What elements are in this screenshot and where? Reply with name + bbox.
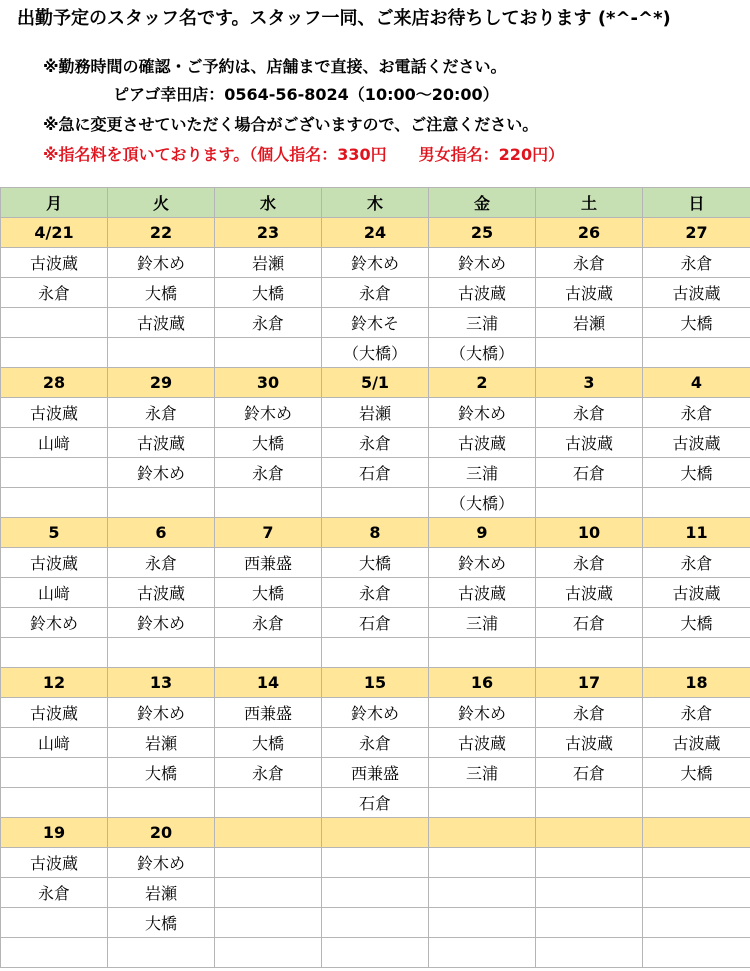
weekday-header-row xyxy=(1,188,750,218)
staff-cell-thu xyxy=(322,878,429,908)
staff-cell-mon: 永倉 xyxy=(1,278,108,308)
staff-cell-thu: 鈴木め xyxy=(322,698,429,728)
staff-row xyxy=(1,428,750,458)
date-cell-mon: 12 xyxy=(1,668,108,698)
date-cell-sat: 3 xyxy=(536,368,643,398)
staff-cell-wed xyxy=(215,788,322,818)
date-cell-mon: 5 xyxy=(1,518,108,548)
staff-cell-thu: （大橋） xyxy=(322,338,429,368)
staff-cell-sun: 永倉 xyxy=(643,548,750,578)
staff-cell-tue: 大橋 xyxy=(108,278,215,308)
staff-row xyxy=(1,788,750,818)
staff-cell-tue: 鈴木め xyxy=(108,848,215,878)
staff-cell-fri: 古波蔵 xyxy=(429,428,536,458)
staff-cell-sun: 古波蔵 xyxy=(643,278,750,308)
staff-cell-thu xyxy=(322,488,429,518)
staff-cell-thu: 石倉 xyxy=(322,608,429,638)
staff-cell-thu: 永倉 xyxy=(322,728,429,758)
staff-cell-tue: 古波蔵 xyxy=(108,428,215,458)
staff-cell-tue: 岩瀬 xyxy=(108,728,215,758)
staff-cell-thu: 永倉 xyxy=(322,428,429,458)
staff-row xyxy=(1,728,750,758)
date-cell-wed: 14 xyxy=(215,668,322,698)
staff-cell-sat: 古波蔵 xyxy=(536,728,643,758)
store-info: ピアゴ幸田店：0564-56-8024（10:00〜20:00） xyxy=(113,85,499,104)
staff-cell-mon: 山﨑 xyxy=(1,728,108,758)
staff-cell-mon xyxy=(1,638,108,668)
staff-cell-tue xyxy=(108,338,215,368)
date-cell-thu: 15 xyxy=(322,668,429,698)
note-confirm: ※勤務時間の確認・ご予約は、店舗まで直接、お電話ください。 xyxy=(43,57,507,76)
staff-cell-sat: 石倉 xyxy=(536,758,643,788)
date-cell-sun: 4 xyxy=(643,368,750,398)
staff-cell-sun xyxy=(643,848,750,878)
staff-row xyxy=(1,578,750,608)
staff-cell-mon xyxy=(1,488,108,518)
staff-cell-sat xyxy=(536,848,643,878)
staff-row xyxy=(1,398,750,428)
date-cell-tue: 20 xyxy=(108,818,215,848)
week-date-row xyxy=(1,518,750,548)
staff-cell-tue xyxy=(108,938,215,968)
staff-cell-fri: 三浦 xyxy=(429,458,536,488)
staff-cell-mon: 山﨑 xyxy=(1,428,108,458)
staff-cell-fri: 鈴木め xyxy=(429,248,536,278)
week-date-row xyxy=(1,368,750,398)
staff-cell-mon: 古波蔵 xyxy=(1,548,108,578)
staff-row xyxy=(1,758,750,788)
staff-cell-sun: 古波蔵 xyxy=(643,428,750,458)
staff-row xyxy=(1,638,750,668)
weekday-sat: 土 xyxy=(536,188,643,218)
date-cell-thu: 8 xyxy=(322,518,429,548)
staff-cell-sun xyxy=(643,938,750,968)
staff-cell-fri: 古波蔵 xyxy=(429,278,536,308)
staff-cell-thu: 岩瀬 xyxy=(322,398,429,428)
staff-cell-tue xyxy=(108,488,215,518)
staff-cell-wed: 西兼盛 xyxy=(215,548,322,578)
staff-cell-wed xyxy=(215,488,322,518)
weekday-thu: 木 xyxy=(322,188,429,218)
staff-cell-mon xyxy=(1,338,108,368)
staff-cell-sun: 古波蔵 xyxy=(643,728,750,758)
date-cell-mon: 28 xyxy=(1,368,108,398)
week-date-row xyxy=(1,218,750,248)
staff-cell-fri xyxy=(429,848,536,878)
staff-cell-sat: 古波蔵 xyxy=(536,578,643,608)
week-date-row xyxy=(1,818,750,848)
staff-cell-tue: 永倉 xyxy=(108,398,215,428)
staff-cell-sat xyxy=(536,788,643,818)
staff-cell-sun: 大橋 xyxy=(643,458,750,488)
staff-cell-thu: 永倉 xyxy=(322,278,429,308)
staff-cell-mon: 古波蔵 xyxy=(1,848,108,878)
staff-row xyxy=(1,698,750,728)
staff-cell-thu: 鈴木そ xyxy=(322,308,429,338)
staff-cell-sun xyxy=(643,788,750,818)
staff-cell-sat: 石倉 xyxy=(536,608,643,638)
staff-cell-wed xyxy=(215,848,322,878)
staff-cell-wed: 永倉 xyxy=(215,458,322,488)
staff-cell-fri xyxy=(429,638,536,668)
staff-cell-thu xyxy=(322,638,429,668)
staff-cell-sun xyxy=(643,488,750,518)
staff-cell-sat xyxy=(536,878,643,908)
staff-cell-sat: 永倉 xyxy=(536,698,643,728)
date-cell-fri: 9 xyxy=(429,518,536,548)
date-cell-thu xyxy=(322,818,429,848)
staff-cell-thu: 西兼盛 xyxy=(322,758,429,788)
date-cell-sat: 26 xyxy=(536,218,643,248)
staff-cell-thu: 大橋 xyxy=(322,548,429,578)
staff-cell-fri xyxy=(429,788,536,818)
staff-cell-thu: 石倉 xyxy=(322,788,429,818)
staff-cell-fri xyxy=(429,938,536,968)
staff-cell-tue: 古波蔵 xyxy=(108,578,215,608)
page-title: 出勤予定のスタッフ名です。スタッフ一同、ご来店お待ちしております (*^-^*) xyxy=(17,8,671,29)
date-cell-sat xyxy=(536,818,643,848)
schedule-calendar xyxy=(0,187,750,968)
staff-cell-fri xyxy=(429,878,536,908)
staff-cell-mon xyxy=(1,938,108,968)
staff-cell-wed: 岩瀬 xyxy=(215,248,322,278)
staff-cell-wed: 永倉 xyxy=(215,758,322,788)
staff-row xyxy=(1,908,750,938)
date-cell-mon: 19 xyxy=(1,818,108,848)
staff-cell-tue: 永倉 xyxy=(108,548,215,578)
staff-cell-sat: 古波蔵 xyxy=(536,428,643,458)
staff-cell-sun: 古波蔵 xyxy=(643,578,750,608)
staff-cell-fri: 三浦 xyxy=(429,608,536,638)
staff-cell-mon: 古波蔵 xyxy=(1,248,108,278)
note-change: ※急に変更させていただく場合がございますので、ご注意ください。 xyxy=(43,115,539,134)
staff-cell-wed: 永倉 xyxy=(215,608,322,638)
date-cell-thu: 5/1 xyxy=(322,368,429,398)
staff-cell-sat xyxy=(536,908,643,938)
staff-cell-sat xyxy=(536,338,643,368)
staff-row xyxy=(1,458,750,488)
staff-cell-tue: 鈴木め xyxy=(108,608,215,638)
staff-cell-wed: 永倉 xyxy=(215,308,322,338)
staff-cell-sun xyxy=(643,638,750,668)
staff-cell-sat xyxy=(536,638,643,668)
staff-row xyxy=(1,938,750,968)
staff-cell-mon xyxy=(1,788,108,818)
staff-cell-wed: 鈴木め xyxy=(215,398,322,428)
date-cell-fri xyxy=(429,818,536,848)
staff-cell-wed: 西兼盛 xyxy=(215,698,322,728)
date-cell-fri: 16 xyxy=(429,668,536,698)
staff-cell-wed xyxy=(215,878,322,908)
date-cell-wed: 7 xyxy=(215,518,322,548)
staff-row xyxy=(1,608,750,638)
staff-cell-wed: 大橋 xyxy=(215,728,322,758)
staff-cell-tue: 古波蔵 xyxy=(108,308,215,338)
date-cell-mon: 4/21 xyxy=(1,218,108,248)
staff-cell-sat: 石倉 xyxy=(536,458,643,488)
weekday-tue: 火 xyxy=(108,188,215,218)
staff-cell-wed xyxy=(215,338,322,368)
staff-row xyxy=(1,488,750,518)
staff-cell-sat: 永倉 xyxy=(536,248,643,278)
staff-cell-mon xyxy=(1,758,108,788)
staff-cell-sun xyxy=(643,338,750,368)
staff-cell-sun: 永倉 xyxy=(643,398,750,428)
staff-cell-mon: 山﨑 xyxy=(1,578,108,608)
date-cell-wed xyxy=(215,818,322,848)
staff-cell-mon: 鈴木め xyxy=(1,608,108,638)
date-cell-thu: 24 xyxy=(322,218,429,248)
date-cell-fri: 25 xyxy=(429,218,536,248)
staff-cell-thu xyxy=(322,908,429,938)
staff-cell-wed: 大橋 xyxy=(215,278,322,308)
staff-cell-mon: 古波蔵 xyxy=(1,698,108,728)
staff-cell-wed xyxy=(215,938,322,968)
weekday-mon: 月 xyxy=(1,188,108,218)
staff-cell-sun: 大橋 xyxy=(643,308,750,338)
staff-cell-sat: 岩瀬 xyxy=(536,308,643,338)
date-cell-sun xyxy=(643,818,750,848)
staff-cell-tue xyxy=(108,638,215,668)
date-cell-sun: 11 xyxy=(643,518,750,548)
staff-cell-thu: 鈴木め xyxy=(322,248,429,278)
date-cell-sat: 17 xyxy=(536,668,643,698)
weekday-sun: 日 xyxy=(643,188,750,218)
staff-cell-mon xyxy=(1,308,108,338)
staff-cell-mon xyxy=(1,908,108,938)
staff-cell-tue: 岩瀬 xyxy=(108,878,215,908)
staff-row xyxy=(1,248,750,278)
staff-cell-fri: （大橋） xyxy=(429,338,536,368)
staff-cell-wed xyxy=(215,638,322,668)
weekday-fri: 金 xyxy=(429,188,536,218)
staff-cell-sun: 永倉 xyxy=(643,698,750,728)
staff-cell-thu: 石倉 xyxy=(322,458,429,488)
date-cell-wed: 30 xyxy=(215,368,322,398)
date-cell-tue: 13 xyxy=(108,668,215,698)
staff-cell-sun xyxy=(643,908,750,938)
staff-cell-thu: 永倉 xyxy=(322,578,429,608)
staff-cell-sun: 大橋 xyxy=(643,758,750,788)
staff-cell-mon xyxy=(1,458,108,488)
staff-cell-fri: 三浦 xyxy=(429,758,536,788)
staff-cell-tue xyxy=(108,788,215,818)
staff-row xyxy=(1,338,750,368)
week-date-row xyxy=(1,668,750,698)
staff-cell-mon: 永倉 xyxy=(1,878,108,908)
staff-cell-sat xyxy=(536,488,643,518)
staff-cell-sat xyxy=(536,938,643,968)
date-cell-wed: 23 xyxy=(215,218,322,248)
staff-cell-fri: 古波蔵 xyxy=(429,728,536,758)
staff-cell-wed xyxy=(215,908,322,938)
staff-cell-wed: 大橋 xyxy=(215,578,322,608)
date-cell-tue: 29 xyxy=(108,368,215,398)
staff-cell-sat: 永倉 xyxy=(536,398,643,428)
staff-cell-fri: （大橋） xyxy=(429,488,536,518)
date-cell-sat: 10 xyxy=(536,518,643,548)
staff-row xyxy=(1,278,750,308)
date-cell-sun: 18 xyxy=(643,668,750,698)
staff-cell-fri: 古波蔵 xyxy=(429,578,536,608)
weekday-wed: 水 xyxy=(215,188,322,218)
date-cell-fri: 2 xyxy=(429,368,536,398)
staff-cell-thu xyxy=(322,848,429,878)
staff-row xyxy=(1,308,750,338)
staff-cell-fri: 鈴木め xyxy=(429,548,536,578)
staff-cell-mon: 古波蔵 xyxy=(1,398,108,428)
staff-cell-tue: 大橋 xyxy=(108,908,215,938)
date-cell-tue: 22 xyxy=(108,218,215,248)
staff-cell-fri: 鈴木め xyxy=(429,698,536,728)
staff-cell-tue: 鈴木め xyxy=(108,248,215,278)
note-nomination-fee: ※指名料を頂いております。（個人指名：330円 男女指名：220円） xyxy=(43,145,565,164)
staff-row xyxy=(1,548,750,578)
staff-cell-wed: 大橋 xyxy=(215,428,322,458)
staff-cell-sat: 古波蔵 xyxy=(536,278,643,308)
staff-cell-fri: 鈴木め xyxy=(429,398,536,428)
staff-cell-tue: 鈴木め xyxy=(108,458,215,488)
staff-cell-thu xyxy=(322,938,429,968)
staff-cell-sat: 永倉 xyxy=(536,548,643,578)
staff-cell-fri xyxy=(429,908,536,938)
staff-cell-fri: 三浦 xyxy=(429,308,536,338)
staff-row xyxy=(1,878,750,908)
staff-cell-sun xyxy=(643,878,750,908)
staff-row xyxy=(1,848,750,878)
staff-cell-sun: 大橋 xyxy=(643,608,750,638)
date-cell-sun: 27 xyxy=(643,218,750,248)
date-cell-tue: 6 xyxy=(108,518,215,548)
staff-cell-sun: 永倉 xyxy=(643,248,750,278)
staff-cell-tue: 大橋 xyxy=(108,758,215,788)
staff-cell-tue: 鈴木め xyxy=(108,698,215,728)
